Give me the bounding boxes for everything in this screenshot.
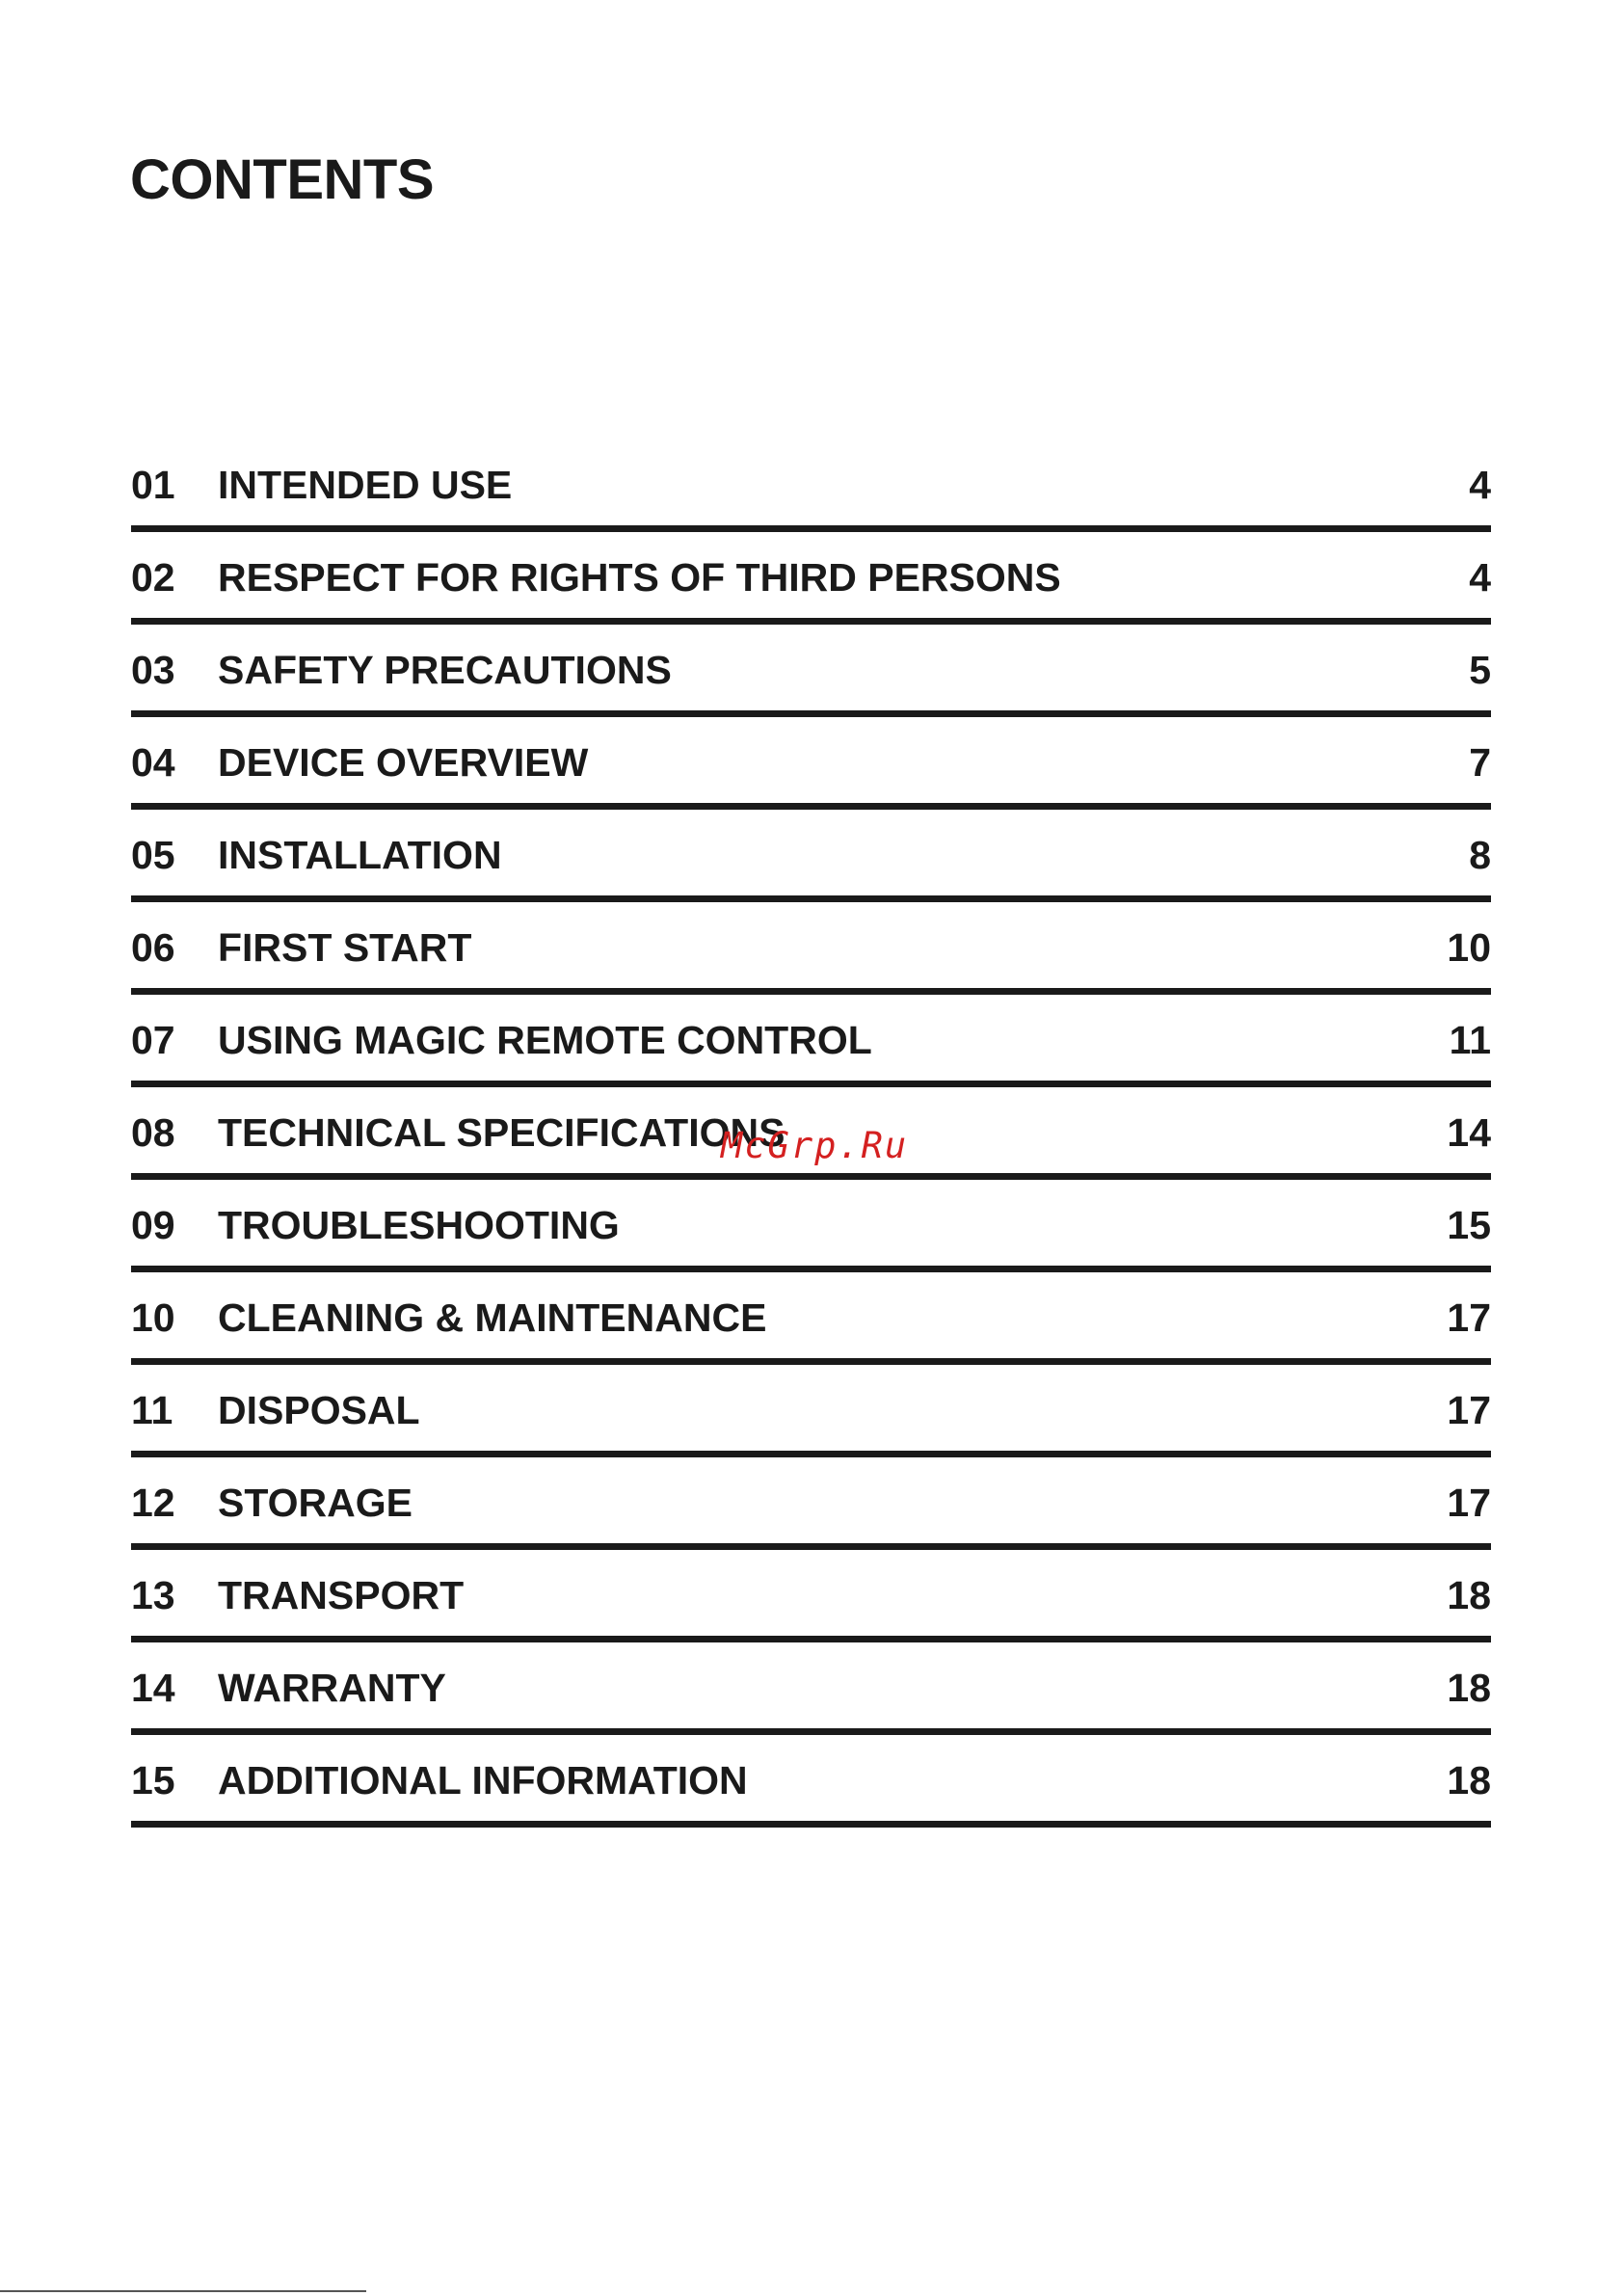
toc-entry-additional-information[interactable] bbox=[131, 1735, 1491, 1828]
toc-entry-page: 11 bbox=[1449, 1018, 1491, 1062]
toc-entry-page: 10 bbox=[1447, 925, 1491, 970]
toc-entry-label: TROUBLESHOOTING bbox=[218, 1203, 620, 1247]
toc-entry-page: 15 bbox=[1447, 1203, 1491, 1247]
toc-entry-label: STORAGE bbox=[218, 1481, 413, 1525]
toc-entry-installation[interactable] bbox=[131, 810, 1491, 902]
toc-entry-page: 17 bbox=[1447, 1295, 1491, 1340]
toc-entry-safety-precautions[interactable] bbox=[131, 625, 1491, 717]
toc-entry-number: 06 bbox=[131, 925, 175, 970]
toc-entry-number: 04 bbox=[131, 740, 175, 785]
toc-entry-page: 5 bbox=[1469, 648, 1491, 692]
toc-entry-number: 03 bbox=[131, 648, 175, 692]
toc-entry-page: 4 bbox=[1469, 463, 1491, 507]
toc-entry-number: 05 bbox=[131, 833, 175, 877]
toc-entry-label: FIRST START bbox=[218, 925, 472, 970]
toc-entry-number: 02 bbox=[131, 555, 175, 600]
toc-entry-device-overview[interactable] bbox=[131, 717, 1491, 810]
toc-entry-disposal[interactable] bbox=[131, 1365, 1491, 1457]
toc-entry-label: DISPOSAL bbox=[218, 1388, 420, 1432]
toc-entry-transport[interactable] bbox=[131, 1550, 1491, 1642]
toc-entry-label: INSTALLATION bbox=[218, 833, 502, 877]
toc-entry-label: RESPECT FOR RIGHTS OF THIRD PERSONS bbox=[218, 555, 1061, 600]
toc-entry-respect-for-rights[interactable] bbox=[131, 532, 1491, 625]
toc-entry-cleaning-maintenance[interactable] bbox=[131, 1272, 1491, 1365]
toc-entry-warranty[interactable] bbox=[131, 1642, 1491, 1735]
toc-entry-page: 18 bbox=[1447, 1758, 1491, 1802]
toc-entry-label: ADDITIONAL INFORMATION bbox=[218, 1758, 748, 1802]
toc-entry-label: TECHNICAL SPECIFICATIONS bbox=[218, 1110, 785, 1155]
toc-entry-page: 18 bbox=[1447, 1573, 1491, 1617]
page-title: CONTENTS bbox=[130, 148, 434, 211]
toc-entry-number: 15 bbox=[131, 1758, 175, 1802]
toc-entry-number: 12 bbox=[131, 1481, 175, 1525]
toc-entry-page: 17 bbox=[1447, 1388, 1491, 1432]
toc-entry-intended-use[interactable] bbox=[131, 440, 1491, 532]
toc-entry-page: 8 bbox=[1469, 833, 1491, 877]
toc-entry-page: 7 bbox=[1469, 740, 1491, 785]
toc-entry-page: 4 bbox=[1469, 555, 1491, 600]
toc-entry-number: 14 bbox=[131, 1666, 175, 1710]
toc-entry-label: DEVICE OVERVIEW bbox=[218, 740, 589, 785]
toc-entry-number: 07 bbox=[131, 1018, 175, 1062]
toc-entry-label: WARRANTY bbox=[218, 1666, 446, 1710]
toc-entry-number: 10 bbox=[131, 1295, 175, 1340]
toc-entry-number: 13 bbox=[131, 1573, 175, 1617]
toc-entry-number: 08 bbox=[131, 1110, 175, 1155]
toc-entry-label: CLEANING & MAINTENANCE bbox=[218, 1295, 767, 1340]
toc-entry-label: TRANSPORT bbox=[218, 1573, 465, 1617]
toc-entry-label: SAFETY PRECAUTIONS bbox=[218, 648, 672, 692]
toc-entry-first-start[interactable] bbox=[131, 902, 1491, 995]
toc-entry-page: 14 bbox=[1447, 1110, 1491, 1155]
toc-entry-number: 09 bbox=[131, 1203, 175, 1247]
toc-entry-label: INTENDED USE bbox=[218, 463, 513, 507]
toc-entry-storage[interactable] bbox=[131, 1457, 1491, 1550]
bottom-edge-rule bbox=[0, 2290, 366, 2292]
toc-entry-number: 11 bbox=[131, 1388, 173, 1432]
toc-entry-page: 18 bbox=[1447, 1666, 1491, 1710]
toc-entry-page: 17 bbox=[1447, 1481, 1491, 1525]
toc-entry-magic-remote[interactable] bbox=[131, 995, 1491, 1087]
toc-entry-number: 01 bbox=[131, 463, 175, 507]
toc-entry-label: USING MAGIC REMOTE CONTROL bbox=[218, 1018, 872, 1062]
watermark-text: McGrp.Ru bbox=[721, 1125, 909, 1166]
toc-entry-troubleshooting[interactable] bbox=[131, 1180, 1491, 1272]
